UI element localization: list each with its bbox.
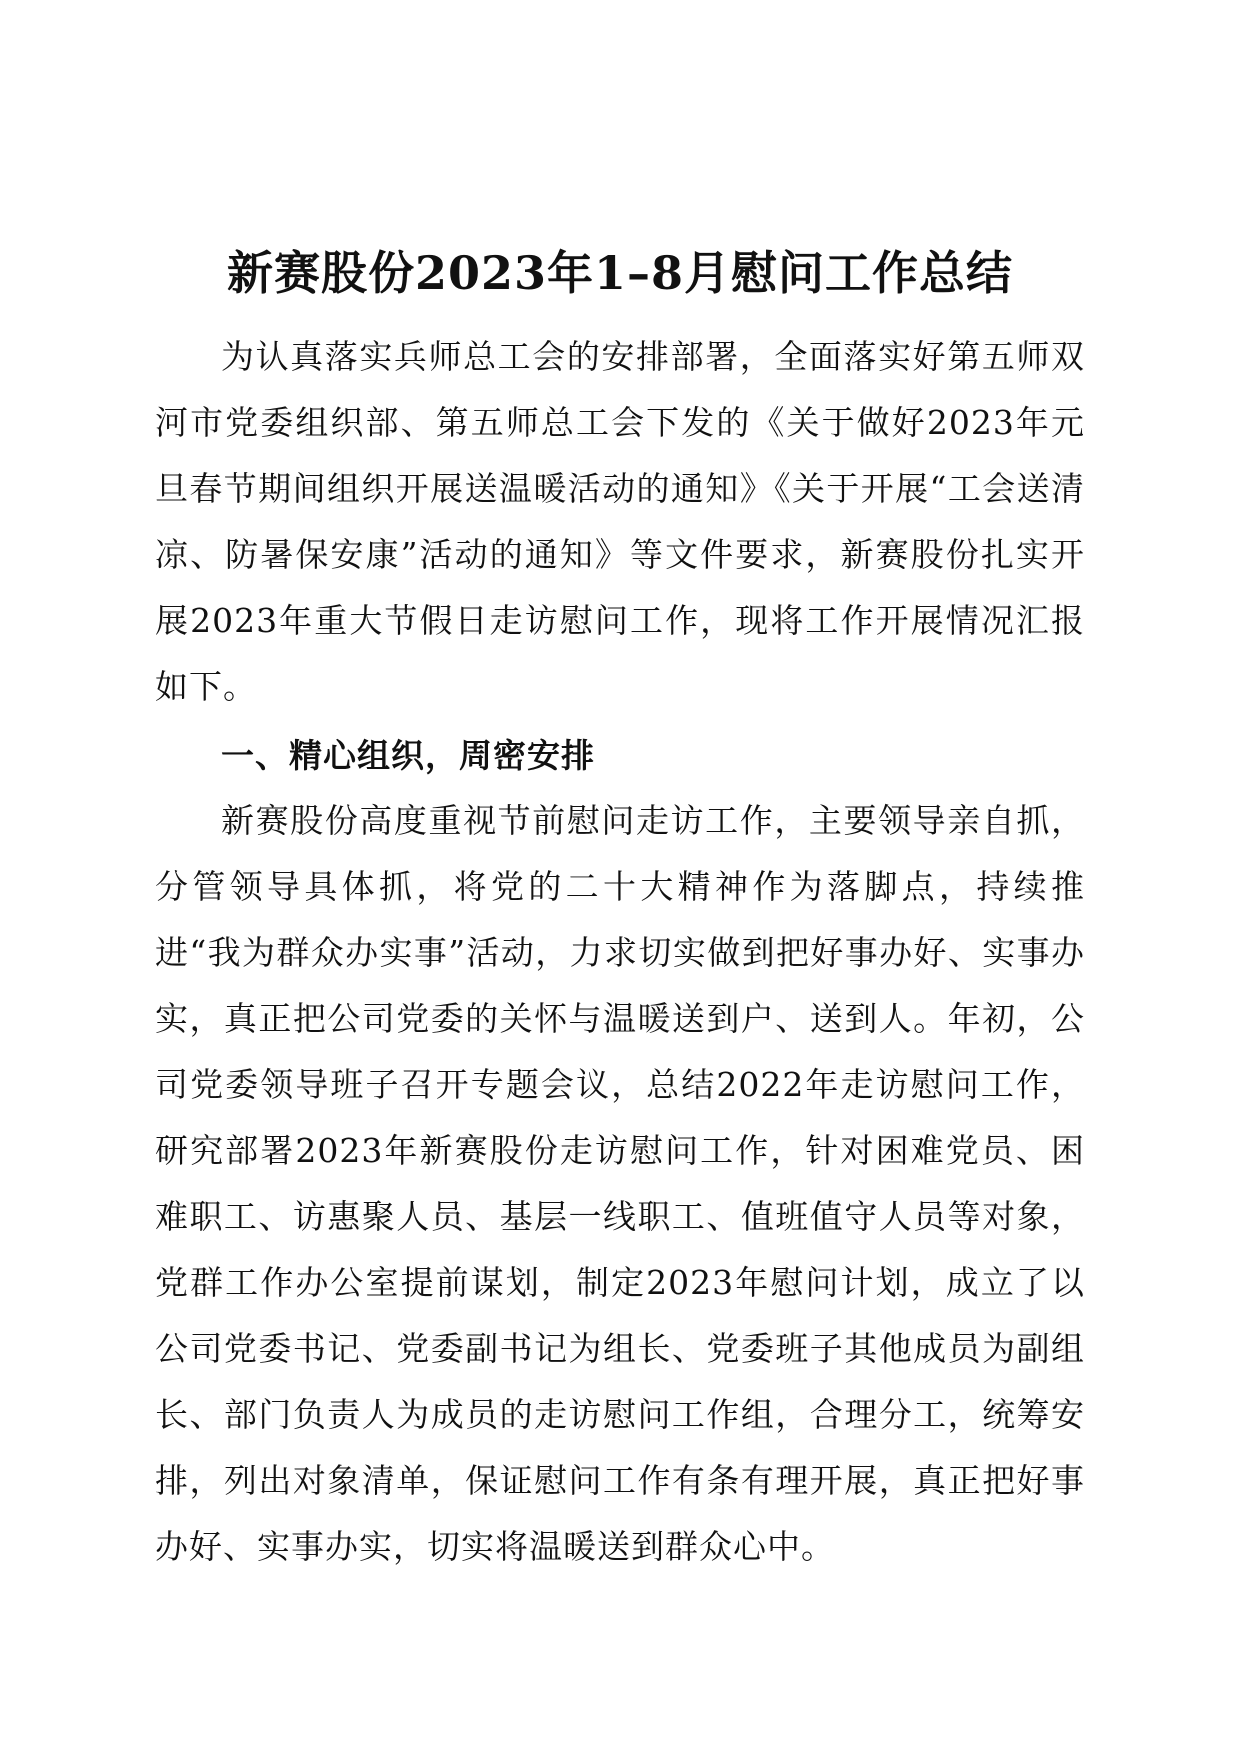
section-1-paragraph: 新赛股份高度重视节前慰问走访工作，主要领导亲自抓，分管领导具体抓，将党的二十大精神作为落脚点，持续推进“我为群众办实事”活动，力求切实做到把好事办好、实事办实，真正把公司党委的关怀与温暖送到户、送到人。年初，公司党委领导班子召开专题会议，总结2022年走访慰问工作，研究部署2023年新赛股份走访慰问工作，针对困难党员、困难职工、访惠聚人员、基层一线职工、值班值守人员等对象，党群工作办公室提前谋划，制定2023年慰问计划，成立了以公司党委书记、党委副书记为组长、党委班子其他成员为副组长、部门负责人为成员的走访慰问工作组，合理分工，统筹安排，列出对象清单，保证慰问工作有条有理开展，真正把好事办好、实事办实，切实将温暖送到群众心中。: [155, 801, 1085, 1566]
intro-block: [155, 324, 1085, 720]
section-1-heading: 一、精心组织，周密安排: [221, 736, 595, 775]
section-1-block: [155, 788, 1085, 1580]
intro-paragraph: 为认真落实兵师总工会的安排部署，全面落实好第五师双河市党委组织部、第五师总工会下发的《关于做好2023年元旦春节期间组织开展送温暖活动的通知》《关于开展“工会送清凉、防暑保安康”活动的通知》等文件要求，新赛股份扎实开展2023年重大节假日走访慰问工作，现将工作开展情况汇报如下。: [155, 337, 1085, 706]
document-title: 新赛股份2023年1–8月慰问工作总结: [226, 245, 1014, 300]
